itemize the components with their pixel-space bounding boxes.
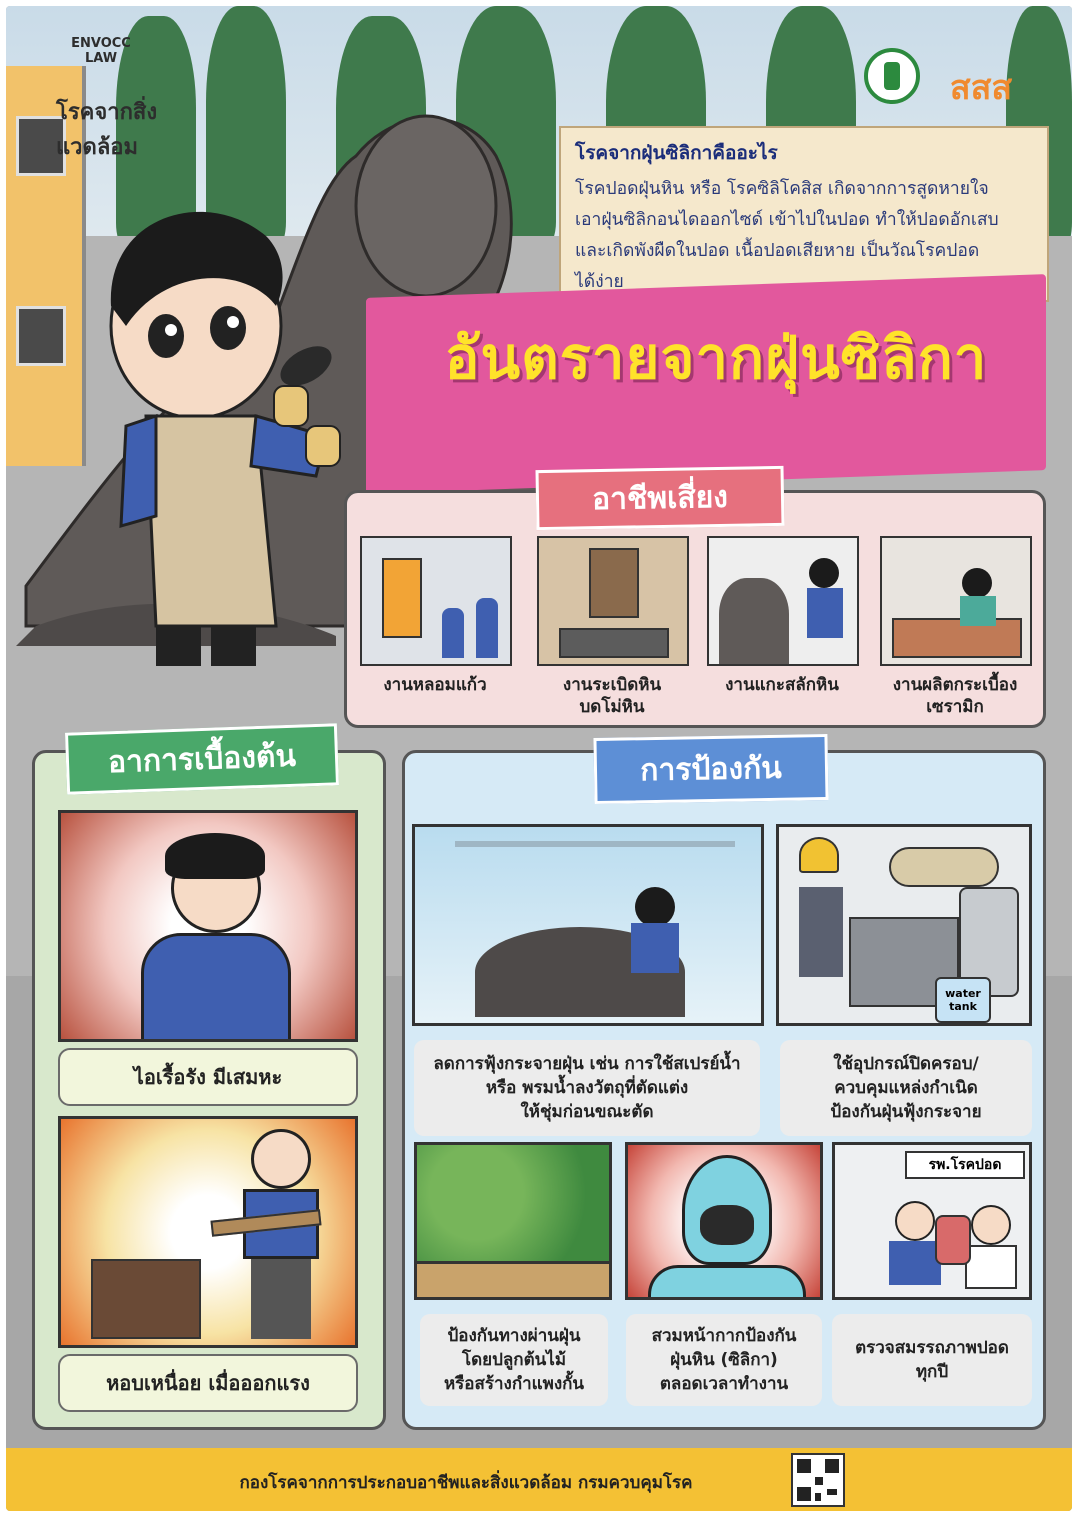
info-line: โรคปอดฝุ่นหิน หรือ โรคซิลิโคสิส เกิดจากการสูดหายใจ	[575, 179, 989, 199]
campaign-logo-text: โรคจากสิ่งแวดล้อม	[56, 100, 158, 160]
prevention-label-spray: ลดการฟุ้งกระจายฝุ่น เช่น การใช้สเปรย์น้ำ หรือ พรมน้ำลงวัตถุที่ตัดแต่ง ให้ชุ่มก่อนขณะตัด	[414, 1040, 760, 1136]
coughing-illustration	[58, 810, 358, 1042]
prevention-label-enclosure: ใช้อุปกรณ์ปิดครอบ/ ควบคุมแหล่งกำเนิด ป้องกันฝุ่นฟุ้งกระจาย	[780, 1040, 1032, 1136]
glass-melting-illustration	[360, 536, 512, 666]
ddc-logo	[864, 48, 920, 104]
risk-label-glass: งานหลอมแก้ว	[383, 675, 487, 695]
mask-wearer-illustration	[625, 1142, 823, 1300]
prevention-label-lung-check: ตรวจสมรรถภาพปอด ทุกปี	[832, 1314, 1032, 1406]
symptoms-tab: อาการเบื้องต้น	[65, 723, 339, 794]
footer-organization: กองโรคจากการประกอบอาชีพและสิ่งแวดล้อม กรมควบคุมโรค	[239, 1473, 693, 1493]
stone-carving-illustration	[707, 536, 859, 666]
qr-code[interactable]	[791, 1453, 845, 1507]
poster	[6, 6, 1072, 1511]
water-tank-label: water tank	[935, 977, 991, 1023]
hospital-sign: รพ.โรคปอด	[905, 1151, 1025, 1179]
info-line: ได้ง่าย	[575, 272, 624, 292]
risk-label-blasting: งานระเบิดหิน บดโม่หิน	[562, 675, 662, 717]
info-heading: โรคจากฝุ่นซิลิกาคืออะไร	[575, 142, 778, 164]
sss-logo: สสส	[949, 68, 1013, 108]
ceramic-tile-illustration	[880, 536, 1032, 666]
symptom-label-breathless: หอบเหนื่อย เมื่อออกแรง	[58, 1354, 358, 1412]
symptom-label-cough: ไอเรื้อรัง มีเสมหะ	[58, 1048, 358, 1106]
tree-barrier-illustration	[414, 1142, 612, 1300]
dust-extractor-illustration	[776, 824, 1032, 1026]
prevention-label-barrier: ป้องกันทางผ่านฝุ่น โดยปลูกต้นไม้ หรือสร้างกำแพงกั้น	[420, 1314, 608, 1406]
envocc-logo: ENVOCC LAW โรคจากสิ่งแวดล้อม	[56, 36, 206, 136]
risk-label-ceramic: งานผลิตกระเบื้อง เซรามิก	[892, 675, 1018, 717]
prevention-tab: การป้องกัน	[593, 734, 828, 804]
info-line: เอาฝุ่นซิลิกอนไดออกไซด์ เข้าไปในปอด ทำให้ปอดอักเสบ	[575, 210, 999, 230]
lung-checkup-illustration	[832, 1142, 1032, 1300]
risk-label-carving: งานแกะสลักหิน	[725, 675, 839, 695]
breathless-illustration	[58, 1116, 358, 1348]
prevention-label-mask: สวมหน้ากากป้องกัน ฝุ่นหิน (ซิลิกา) ตลอดเวลาทำงาน	[626, 1314, 822, 1406]
risk-occupations-tab: อาชีพเสี่ยง	[535, 466, 784, 530]
rock-blasting-illustration	[537, 536, 689, 666]
water-spray-illustration	[412, 824, 764, 1026]
info-line: และเกิดพังผืดในปอด เนื้อปอดเสียหาย เป็นวัณโรคปอด	[575, 241, 980, 261]
poster-title: อันตรายจากฝุ่นซิลิกา	[444, 324, 988, 392]
